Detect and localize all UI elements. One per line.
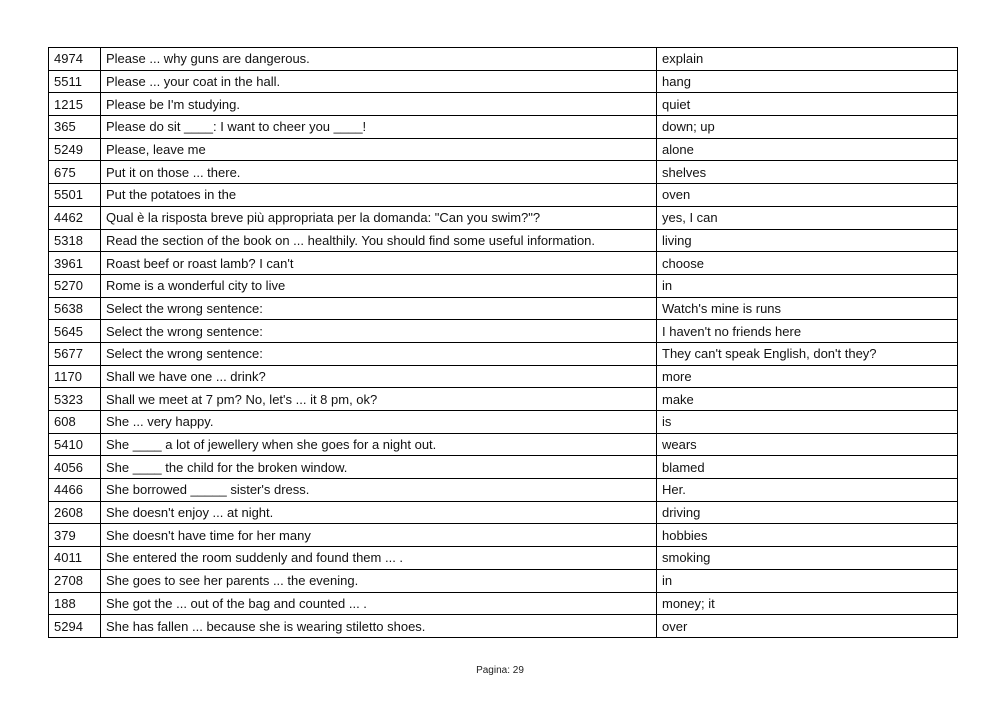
question-cell: She has fallen ... because she is wearing stiletto shoes.: [101, 615, 657, 638]
answer-cell: down; up: [657, 116, 958, 139]
row-id-cell: 2608: [49, 501, 101, 524]
answer-cell: explain: [657, 48, 958, 71]
question-cell: Select the wrong sentence:: [101, 320, 657, 343]
table-row: [49, 138, 958, 161]
row-id-cell: 675: [49, 161, 101, 184]
table-row: [49, 48, 958, 71]
quiz-table: [48, 47, 958, 638]
question-cell: Rome is a wonderful city to live: [101, 274, 657, 297]
question-cell: Please be I'm studying.: [101, 93, 657, 116]
question-cell: She borrowed _____ sister's dress.: [101, 479, 657, 502]
row-id-cell: 1215: [49, 93, 101, 116]
answer-cell: is: [657, 411, 958, 434]
row-id-cell: 4466: [49, 479, 101, 502]
row-id-cell: 3961: [49, 252, 101, 275]
row-id-cell: 365: [49, 116, 101, 139]
table-row: [49, 547, 958, 570]
row-id-cell: 5638: [49, 297, 101, 320]
row-id-cell: 5511: [49, 70, 101, 93]
row-id-cell: 5270: [49, 274, 101, 297]
answer-cell: They can't speak English, don't they?: [657, 342, 958, 365]
answer-cell: blamed: [657, 456, 958, 479]
table-row: [49, 365, 958, 388]
table-row: [49, 592, 958, 615]
answer-cell: hobbies: [657, 524, 958, 547]
question-cell: Shall we meet at 7 pm? No, let's ... it 8 pm, ok?: [101, 388, 657, 411]
row-id-cell: 5645: [49, 320, 101, 343]
answer-cell: alone: [657, 138, 958, 161]
row-id-cell: 2708: [49, 569, 101, 592]
answer-cell: driving: [657, 501, 958, 524]
answer-cell: quiet: [657, 93, 958, 116]
table-row: [49, 206, 958, 229]
answer-cell: yes, I can: [657, 206, 958, 229]
row-id-cell: 5294: [49, 615, 101, 638]
answer-cell: smoking: [657, 547, 958, 570]
answer-cell: living: [657, 229, 958, 252]
table-row: [49, 479, 958, 502]
answer-cell: I haven't no friends here: [657, 320, 958, 343]
table-row: [49, 524, 958, 547]
table-row: [49, 274, 958, 297]
question-cell: She got the ... out of the bag and counted ... .: [101, 592, 657, 615]
question-cell: Put it on those ... there.: [101, 161, 657, 184]
question-cell: She entered the room suddenly and found them ... .: [101, 547, 657, 570]
answer-cell: shelves: [657, 161, 958, 184]
question-cell: Please ... your coat in the hall.: [101, 70, 657, 93]
table-row: [49, 184, 958, 207]
answer-cell: oven: [657, 184, 958, 207]
answer-cell: Watch's mine is runs: [657, 297, 958, 320]
table-row: [49, 388, 958, 411]
quiz-table-body: [49, 48, 958, 638]
question-cell: She ____ a lot of jewellery when she goes for a night out.: [101, 433, 657, 456]
answer-cell: in: [657, 569, 958, 592]
table-row: [49, 93, 958, 116]
question-cell: Qual è la risposta breve più appropriata per la domanda: "Can you swim?"?: [101, 206, 657, 229]
answer-cell: money; it: [657, 592, 958, 615]
row-id-cell: 608: [49, 411, 101, 434]
table-row: [49, 161, 958, 184]
question-cell: She ... very happy.: [101, 411, 657, 434]
table-row: [49, 501, 958, 524]
table-row: [49, 456, 958, 479]
row-id-cell: 5318: [49, 229, 101, 252]
question-cell: Please, leave me: [101, 138, 657, 161]
row-id-cell: 4011: [49, 547, 101, 570]
question-cell: Please do sit ____: I want to cheer you ____!: [101, 116, 657, 139]
question-cell: Please ... why guns are dangerous.: [101, 48, 657, 71]
answer-cell: over: [657, 615, 958, 638]
row-id-cell: 188: [49, 592, 101, 615]
row-id-cell: 5501: [49, 184, 101, 207]
table-row: [49, 229, 958, 252]
answer-cell: wears: [657, 433, 958, 456]
row-id-cell: 5249: [49, 138, 101, 161]
row-id-cell: 1170: [49, 365, 101, 388]
question-cell: Read the section of the book on ... healthily. You should find some useful information.: [101, 229, 657, 252]
table-row: [49, 70, 958, 93]
table-row: [49, 433, 958, 456]
question-cell: Shall we have one ... drink?: [101, 365, 657, 388]
row-id-cell: 4056: [49, 456, 101, 479]
question-cell: She ____ the child for the broken window.: [101, 456, 657, 479]
answer-cell: choose: [657, 252, 958, 275]
table-row: [49, 320, 958, 343]
question-cell: Roast beef or roast lamb? I can't: [101, 252, 657, 275]
row-id-cell: 4974: [49, 48, 101, 71]
question-cell: Select the wrong sentence:: [101, 297, 657, 320]
row-id-cell: 5677: [49, 342, 101, 365]
page-number: Pagina: 29: [476, 665, 524, 676]
table-row: [49, 297, 958, 320]
row-id-cell: 5410: [49, 433, 101, 456]
table-row: [49, 116, 958, 139]
question-cell: She doesn't have time for her many: [101, 524, 657, 547]
answer-cell: in: [657, 274, 958, 297]
answer-cell: Her.: [657, 479, 958, 502]
answer-cell: hang: [657, 70, 958, 93]
question-cell: Select the wrong sentence:: [101, 342, 657, 365]
answer-cell: make: [657, 388, 958, 411]
row-id-cell: 4462: [49, 206, 101, 229]
answer-cell: more: [657, 365, 958, 388]
row-id-cell: 5323: [49, 388, 101, 411]
question-cell: She doesn't enjoy ... at night.: [101, 501, 657, 524]
question-cell: She goes to see her parents ... the evening.: [101, 569, 657, 592]
question-cell: Put the potatoes in the: [101, 184, 657, 207]
table-row: [49, 615, 958, 638]
row-id-cell: 379: [49, 524, 101, 547]
table-row: [49, 252, 958, 275]
table-row: [49, 411, 958, 434]
table-row: [49, 569, 958, 592]
table-row: [49, 342, 958, 365]
